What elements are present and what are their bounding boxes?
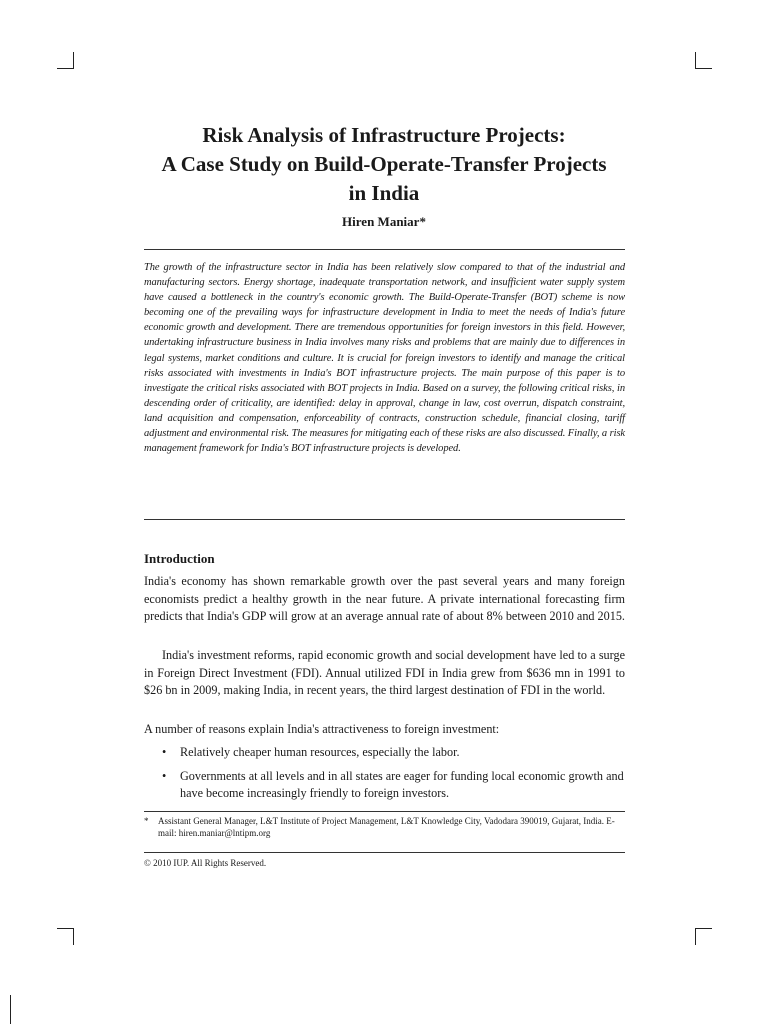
section-heading-introduction: Introduction <box>144 551 215 566</box>
list-item <box>144 744 625 762</box>
footnote-rule <box>144 811 625 812</box>
abstract-top-rule <box>144 249 625 250</box>
footnote-mark: * <box>144 816 149 826</box>
bullet-icon: • <box>162 745 167 759</box>
footnote-text: Assistant General Manager, L&T Institute of Project Management, L&T Knowledge City, Vadodara 390019, Gujarat, India. E-mail: hiren.maniar@lntipm.org <box>158 816 615 838</box>
intro-paragraph-3: A number of reasons explain India's attractiveness to foreign investment: <box>144 722 500 736</box>
list-item-text: Governments at all levels and in all states are eager for funding local economic growth and have become increasingly friendly to foreign investors. <box>180 768 624 800</box>
paper-title <box>140 121 628 208</box>
crop-mark-top-left <box>57 52 74 69</box>
intro-paragraph-2: India's investment reforms, rapid economic growth and social development have led to a surge in Foreign Direct Investment (FDI). Annual utilized FDI in India grew from $636 mn in 1991 to $26 bn in 2009, making India, in recent years, the third largest destination of FDI in the world. <box>144 648 625 697</box>
author-name: Hiren Maniar* <box>342 214 426 229</box>
intro-paragraph-1: India's economy has shown remarkable growth over the past several years and many foreign economists predict a healthy growth in the near future. A private international forecasting firm predicts that India's GDP will grow at an average annual rate of about 8% between 2010 and 2015. <box>144 574 625 623</box>
abstract-text: The growth of the infrastructure sector in India has been relatively slow compared to that of the industrial and manufacturing sectors. Energy shortage, inadequate transportation network, and insufficient water supply system have caused a bottleneck in the country's economic growth. The Build-Operate-Transfer (BOT) scheme is now becoming one of the prevailing ways for infrastructure development in India to meet the needs of India's future economic growth and development. There are tremendous opportunities for foreign investors in this field. However, undertaking infrastructure business in India involves many risks and problems that are mainly due to differences in legal systems, market conditions and culture. It is crucial for foreign investors to identify and manage the critical risks associated with investments in India's BOT infrastructure projects. The main purpose of this paper is to investigate the critical risks associated with BOT projects in India. Based on a survey, the following critical risks, in descending order of criticality, are identified: delay in approval, change in law, cost overrun, dispatch constraint, land acquisition and compensation, enforceability of contracts, construction schedule, financial closing, tariff adjustment and environmental risk. The measures for mitigating each of these risks are also discussed. Finally, a risk management framework for India's BOT infrastructure projects is developed. <box>144 262 625 455</box>
list-item-text: Relatively cheaper human resources, especially the labor. <box>180 745 460 759</box>
abstract-bottom-rule <box>144 519 625 520</box>
title-line-2: A Case Study on Build-Operate-Transfer Projects <box>161 152 607 176</box>
footnote <box>144 815 625 839</box>
crop-mark-top-right <box>695 52 712 69</box>
page-edge-line <box>10 995 11 1024</box>
crop-mark-bottom-left <box>57 928 74 945</box>
title-line-3: in India <box>348 181 420 205</box>
copyright-rule <box>144 852 625 853</box>
crop-mark-bottom-right <box>695 928 712 945</box>
reasons-list <box>144 744 625 809</box>
copyright-notice: © 2010 IUP. All Rights Reserved. <box>144 858 267 868</box>
bullet-icon: • <box>162 768 167 783</box>
list-item <box>144 768 625 803</box>
title-line-1: Risk Analysis of Infrastructure Projects: <box>202 123 566 147</box>
